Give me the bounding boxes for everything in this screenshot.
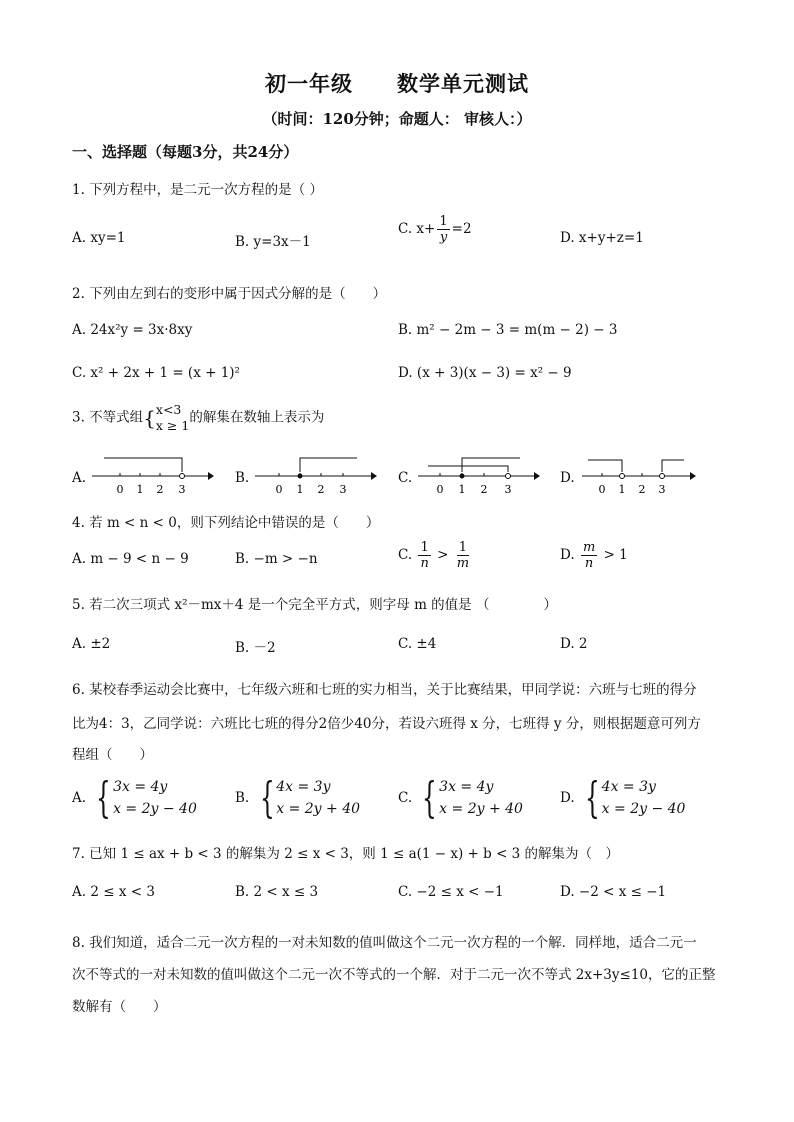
tick-0: 0 [275, 483, 283, 496]
q6-option-b: B. { 4x = 3y x = 2y + 40 [235, 773, 361, 822]
tick-1: 1 [458, 483, 466, 496]
tick-3: 3 [504, 483, 512, 496]
q6-option-d: D. { 4x = 3y x = 2y − 40 [560, 773, 686, 822]
q8-stem-line2: 次不等式的一对未知数的值叫做这个二元一次不等式的一个解．对于二元一次不等式 2x+3y≤10，它的正整 [72, 967, 716, 983]
q3-option-d-label: D. [560, 470, 575, 486]
section-heading-choice: 一、选择题（每题3分，共24分） [72, 143, 299, 161]
tick-1: 1 [618, 483, 626, 496]
q1-stem: 1. 下列方程中，是二元一次方程的是（ ） [72, 182, 323, 198]
tick-3: 3 [178, 483, 186, 496]
q4-option-b: B. −m > −n [235, 551, 318, 567]
q8-stem-line3: 数解有（ ） [72, 999, 167, 1015]
q3-number-line-a [90, 452, 215, 498]
q2-option-c: C. x² + 2x + 1 = (x + 1)² [72, 365, 240, 381]
q5-stem: 5. 若二次三项式 x²－mx＋4 是一个完全平方式，则字母 m 的值是 （ ） [72, 597, 557, 613]
q7-stem: 7. 已知 1 ≤ ax + b < 3 的解集为 2 ≤ x < 3，则 1 ≤ a(1 − x) + b < 3 的解集为（ ） [72, 846, 620, 862]
q3-number-line-c [416, 452, 541, 498]
q1-option-b: B. y=3x－1 [235, 234, 311, 250]
page-title [0, 68, 794, 98]
q3-option-a-label: A. [72, 470, 87, 486]
q5-option-b: B. －2 [235, 640, 276, 656]
q7-option-d: D. −2 < x ≤ −1 [560, 884, 667, 900]
q6-option-c: C. { 3x = 4y x = 2y + 40 [398, 773, 523, 822]
q4-stem: 4. 若 m < n < 0，则下列结论中错误的是（ ） [72, 515, 380, 531]
q7-option-b: B. 2 < x ≤ 3 [235, 884, 319, 900]
q1-option-c: C. x+ $\frac{1}{y}$ =2 [398, 214, 472, 245]
q1-option-d: D. x+y+z=1 [560, 230, 644, 246]
q3-option-b-label: B. [235, 470, 250, 486]
q5-option-c: C. ±4 [398, 636, 437, 652]
q6-stem-line3: 程组（ ） [72, 747, 153, 763]
title-test: 数学单元测试 [397, 71, 529, 96]
q7-option-c: C. −2 ≤ x < −1 [398, 884, 504, 900]
q2-stem: 2. 下列由左到右的变形中属于因式分解的是（ ） [72, 286, 387, 302]
q6-stem-line1: 6. 某校春季运动会比赛中，七年级六班和七班的实力相当，关于比赛结果，甲同学说：六班与七班的得分 [72, 682, 697, 698]
tick-2: 2 [317, 483, 325, 496]
q2-option-a: A. 24x²y = 3x·8xy [72, 322, 193, 338]
q4-option-c: C. $\frac{1}{n}$ > $\frac{1}{m}$ [398, 540, 470, 571]
q8-stem-line1: 8. 我们知道，适合二元一次方程的一对未知数的值叫做这个二元一次方程的一个解．同样地，适合二元一 [72, 935, 697, 951]
q3-number-line-d [580, 452, 705, 498]
page-subtitle: （时间：120分钟；命题人： 审核人：） [262, 110, 532, 128]
q7-option-a: A. 2 ≤ x < 3 [72, 884, 155, 900]
q4-option-d: D. $\frac{m}{n}$ > 1 [560, 540, 628, 571]
tick-3: 3 [339, 483, 347, 496]
q6-stem-line2: 比为4：3，乙同学说：六班比七班的得分2倍少40分，若设六班得 x 分，七班得 y 分，则根据题意可列方 [72, 716, 701, 732]
q2-option-b: B. m² − 2m − 3 = m(m − 2) − 3 [398, 322, 618, 338]
q2-option-d: D. (x + 3)(x − 3) = x² − 9 [398, 365, 572, 381]
q5-option-d: D. 2 [560, 636, 588, 652]
tick-0: 0 [116, 483, 124, 496]
tick-0: 0 [436, 483, 444, 496]
q3-number-line-b [253, 452, 378, 498]
tick-2: 2 [156, 483, 164, 496]
title-grade: 初一年级 [265, 71, 353, 96]
tick-3: 3 [658, 483, 666, 496]
tick-0: 0 [598, 483, 606, 496]
tick-2: 2 [638, 483, 646, 496]
q1-option-a: A. xy=1 [72, 230, 126, 246]
q3-stem: 3. 不等式组{ x<3 x ≥ 1 的解集在数轴上表示为 [72, 402, 325, 433]
q3-option-c-label: C. [398, 470, 413, 486]
tick-1: 1 [296, 483, 304, 496]
q4-option-a: A. m − 9 < n − 9 [72, 551, 189, 567]
q5-option-a: A. ±2 [72, 636, 111, 652]
tick-2: 2 [480, 483, 488, 496]
tick-1: 1 [136, 483, 144, 496]
q6-option-a: A. { 3x = 4y x = 2y − 40 [72, 773, 197, 822]
